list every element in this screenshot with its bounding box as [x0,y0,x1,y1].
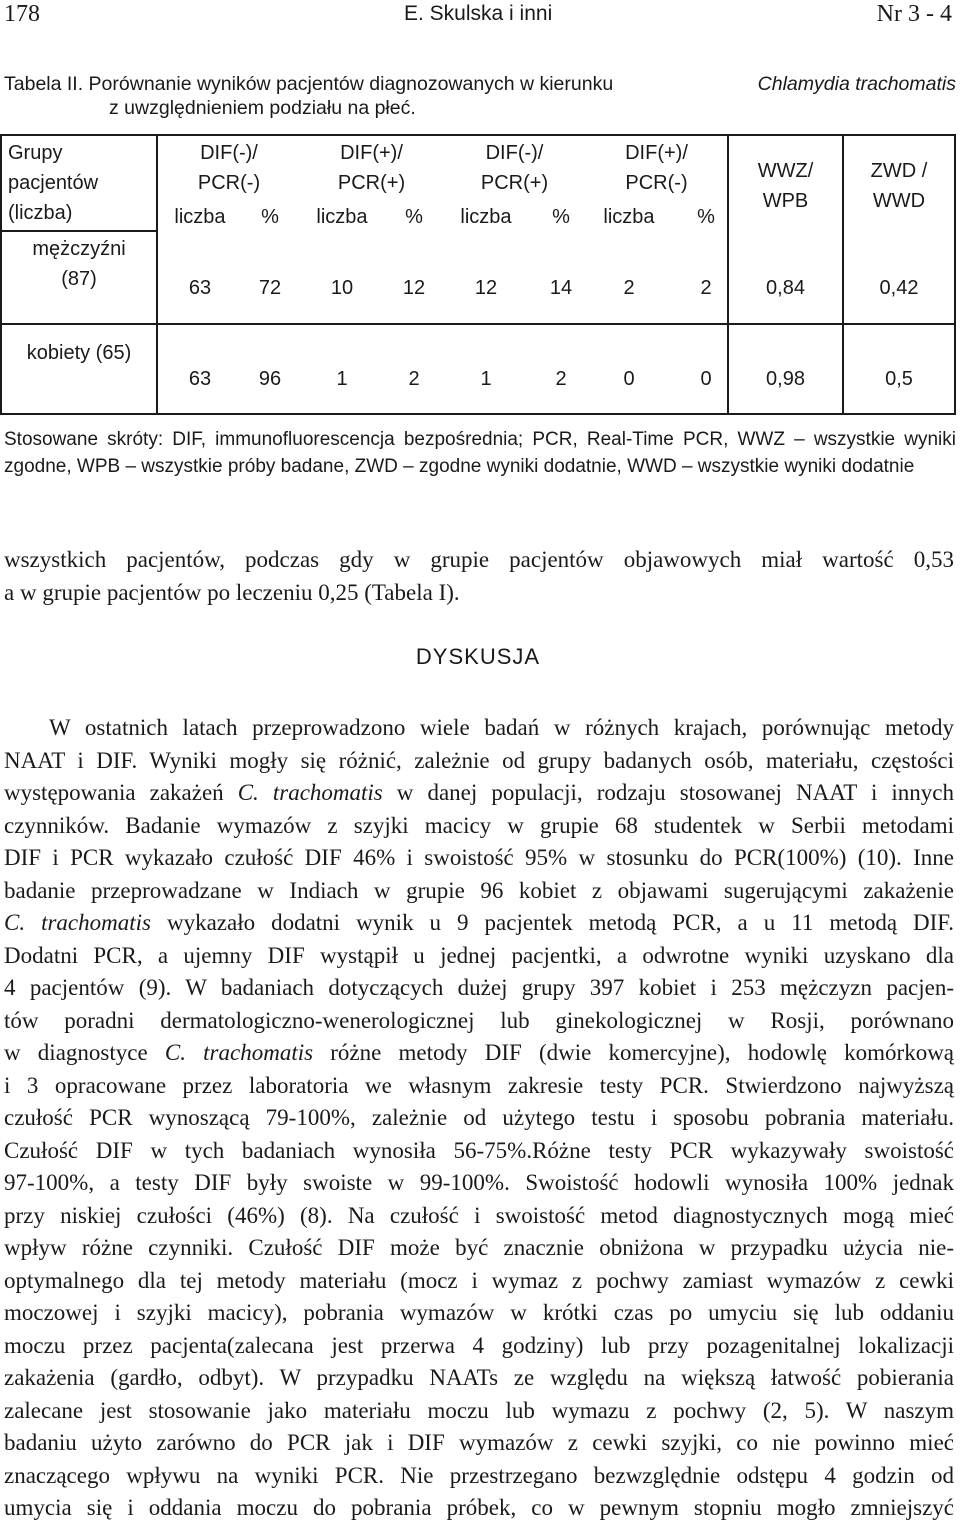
text-line: zakażenia (gardło, odbyt). W przypadku NAATs ze względu na większą łatwość pobierania [4,1365,954,1390]
col-head-line: WWD [872,190,926,212]
text-line [4,907,954,940]
col-head-dif-pos-pcr-pos [300,138,443,198]
table-border-right [954,134,956,415]
group-header-line: Grupy [8,142,63,164]
table-cell: 0,84 [766,277,805,299]
running-title: E. Skulska i inni [404,2,553,25]
col-head-line: DIF(-)/ [485,142,544,164]
table-cell: 1 [480,368,492,390]
text-line: tów poradni dermatologiczno-wenerologicznej lub ginekologicznej w Rosji, porównano [4,1007,954,1033]
species-name: C. trachomatis [4,910,151,935]
sub-head: liczba [174,206,226,228]
text-line: optymalnego dla tej metody materiału (mocz i wymaz z pochwy zamiast wymazów z cewki [4,1267,954,1293]
table-caption [4,72,956,120]
issue-number: Nr 3 - 4 [876,1,952,27]
species-name: C. trachomatis [164,1040,314,1065]
text-run: różne metody DIF (dwie komercyjne), hodowlę komórkową [313,1040,955,1065]
discussion-paragraph [4,712,954,1525]
text-line: 4 pacjentów (9). W badaniach dotyczących dużej grupy 397 kobiet i 253 mężczyzn pacjen- [4,975,954,1000]
col-head-dif-neg-pcr-neg [158,138,300,198]
row-group-line: (87) [61,268,97,290]
sub-head: liczba [603,206,655,228]
col-head-line: WPB [762,190,809,212]
sub-head: % [697,206,715,228]
text-line: Czułość DIF w tych badaniach wynosiła 56-75%.Różne testy PCR wykazywały swoistość [4,1137,954,1163]
text-line: wszystkich pacjentów, podczas gdy w grupie pacjentów objawowych miał wartość 0,53 [4,547,954,572]
text-line: zalecane jest stosowanie jako materiału moczu lub wymazu z pochwy (2, 5). W naszym [4,1397,954,1423]
text-line [4,777,954,810]
text-line: i 3 opracowane przez laboratoria we własnym zakresie testy PCR. Stwierdzono najwyższą [4,1072,954,1098]
table-footnote: Stosowane skróty: DIF, immunofluorescencja bezpośrednia; PCR, Real-Time PCR, WWZ – wszystkie wyniki zgodne, WPB – wszystkie próby badane, ZWD – zgodne wyniki dodatnie, WWD – wszystkie wyniki dodatnie [4,429,956,477]
text-line: badaniu użyto zarówno do PCR jak i DIF wymazów z cewki szyjki, co nie powinno mieć [4,1430,954,1455]
text-line: znaczącego wpływu na wyniki PCR. Nie przestrzegano bezwzględnie odstępu 4 godzin od [4,1462,954,1488]
text-line: DIF i PCR wykazało czułość DIF 46% i swoistość 95% w stosunku do PCR(100%) (10). Inne [4,845,954,870]
table-cell: 0 [700,368,712,390]
section-title: DYSKUSJA [415,644,541,669]
table-cell: 63 [188,368,212,390]
sub-head: % [261,206,279,228]
sub-head: liczba [460,206,512,228]
col-head-line: PCR(-) [625,172,688,194]
text-line: moczu przez pacjenta(zalecana jest przerwa 4 godziny) lub przy pozagenitalnej lokalizacji [4,1332,954,1358]
text-run: występowania zakażeń [4,780,238,805]
page-number: 178 [4,1,40,27]
group-header [2,138,99,228]
table-caption-line-1 [4,72,956,96]
table-cell: 0,42 [879,277,919,299]
text-run: w danej populacji, rodzaju stosowanej NAAT i innych [382,780,954,805]
text-line [4,1037,954,1070]
table-row-divider [0,323,956,325]
col-head-dif-neg-pcr-pos [443,138,586,198]
col-head-line: WWZ/ [757,160,814,182]
col-head-line: PCR(+) [480,172,549,194]
text-run: wykazało dodatni wynik u 9 pacjentek metodą PCR, a u 11 metodą DIF. [150,910,955,935]
table-cell: 0 [623,368,635,390]
table-cell: 63 [188,277,212,299]
species-name: C. trachomatis [237,780,383,805]
row-group-men [2,234,156,294]
text-line: a w grupie pacjentów po leczeniu 0,25 (Tabela I). [4,579,460,605]
table-row-divider [0,230,156,232]
table-cell: 96 [258,368,282,390]
col-head-wwz-wpb [729,156,842,216]
text-line: 97-100%, a testy DIF były swoiste w 99-100%. Swoistość hodowli wynosiła 100% jednak [4,1170,954,1195]
col-head-line: DIF(+)/ [625,142,688,164]
table-cell: 0,98 [766,368,805,390]
sub-head: liczba [316,206,368,228]
table-cell: 0,5 [885,368,913,390]
text-line: umycia się i oddania moczu do pobrania próbek, co w pewnym stopniu mogło zmniejszyć [4,1495,954,1520]
sub-head: % [405,206,423,228]
row-group-line: mężczyźni [32,238,126,260]
group-header-line: pacjentów [8,172,99,194]
text-line: Dodatni PCR, a ujemny DIF wystąpił u jednej pacjentki, a odwrotne wyniki uzyskano dla [4,942,954,968]
col-head-line: PCR(-) [197,172,261,194]
table-cell: 14 [549,277,573,299]
text-line: badanie przeprowadzane w Indiach w grupie 96 kobiet z objawami sugerującymi zakażenie [4,877,954,903]
table-cell: 12 [474,277,498,299]
col-head-line: PCR(+) [337,172,406,194]
table-caption-text: Tabela II. Porównanie wyników pacjentów diagnozowanych w kierunku [4,73,614,95]
text-line: czynników. Badanie wymazów z szyjki macicy w grupie 68 studentek w Serbii metodami [4,812,954,838]
text-line: moczowej i szyjki macicy), pobrania wymazów w krótki czas po umyciu się lub oddaniu [4,1300,954,1325]
text-line: NAAT i DIF. Wyniki mogły się różnić, zależnie od grupy badanych osób, materiału, częstości [4,747,954,773]
comparison-table [0,134,956,415]
col-head-line: DIF(-)/ [200,142,258,164]
text-line: czułość PCR wynoszącą 79-100%, zależnie od użytego testu i sposobu pobrania materiału. [4,1105,954,1130]
text-run: w diagnostyce [4,1040,165,1065]
table-cell: 72 [258,277,282,299]
table-cell: 2 [555,368,567,390]
table-cell: 2 [408,368,420,390]
sub-head: % [552,206,570,228]
table-cell: 10 [330,277,354,299]
text-line: wpływ różne czynniki. Czułość DIF może być znacznie obniżona w przypadku użycia nie- [4,1235,954,1260]
col-head-zwd-wwd [844,156,954,216]
col-head-line: ZWD / [870,160,928,182]
row-group-women [2,338,156,368]
table-cell: 2 [700,277,712,299]
table-cell: 1 [336,368,348,390]
table-border-top [0,134,956,136]
text-line: W ostatnich latach przeprowadzono wiele badań w różnych krajach, porównując metody [49,715,954,740]
row-group-line: kobiety (65) [26,342,132,364]
text-line: przy niskiej czułości (46%) (8). Na czułość i swoistość metod diagnostycznych mogą mieć [4,1202,954,1228]
col-head-line: DIF(+)/ [340,142,403,164]
col-head-dif-pos-pcr-neg [586,138,727,198]
running-header [0,0,960,30]
table-cell: 12 [402,277,426,299]
table-caption-line-2: z uwzględnieniem podziału na płeć. [109,97,416,119]
intro-paragraph [4,544,954,609]
species-name: Chlamydia trachomatis [757,73,956,95]
table-cell: 2 [623,277,635,299]
table-border-bottom [0,413,956,415]
group-header-line: (liczba) [8,202,73,224]
